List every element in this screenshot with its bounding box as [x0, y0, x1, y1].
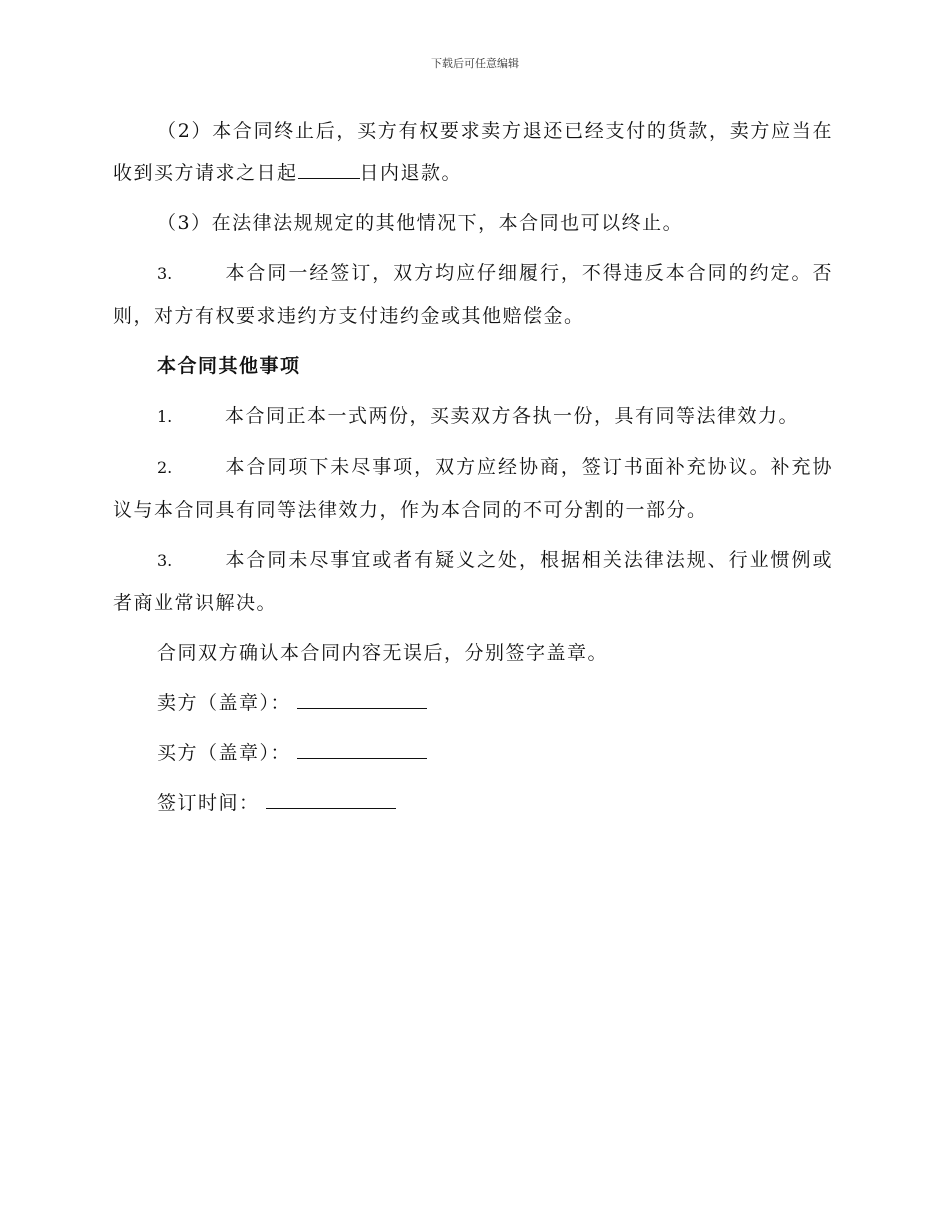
seller-label: 卖方（盖章）：: [157, 692, 292, 714]
buyer-signature-blank[interactable]: [297, 738, 427, 759]
other-item-3: [113, 539, 833, 624]
item-number: 3.: [157, 551, 173, 570]
other-item-2: [113, 446, 833, 531]
clause-2-text-end: 日内退款。: [359, 162, 463, 184]
seller-signature-row: [113, 682, 833, 724]
clause-2-paragraph: [113, 110, 833, 194]
document-body: [113, 110, 833, 832]
date-label: 签订时间：: [157, 792, 260, 814]
signing-date-row: [113, 782, 833, 824]
item-3-paragraph: [113, 252, 833, 337]
item-text: 本合同项下未尽事项，双方应经协商，签订书面补充协议。补充协议与本合同具有同等法律效力，作为本合同的不可分割的一部分。: [113, 456, 833, 521]
page-header-note: 下载后可任意编辑: [431, 57, 519, 70]
confirmation-statement: 合同双方确认本合同内容无误后，分别签字盖章。: [157, 642, 609, 664]
item-text: 本合同正本一式两份，买卖双方各执一份，具有同等法律效力。: [225, 405, 800, 427]
item-number: 2.: [157, 458, 173, 477]
clause-2-text: （2）本合同终止后，买方有权要求卖方退还已经支付的货款，卖方应当在收到买方请求之日起: [113, 120, 833, 184]
item-number: 1.: [157, 407, 173, 426]
section-heading: 本合同其他事项: [157, 355, 301, 377]
refund-days-blank[interactable]: [298, 160, 360, 179]
item-number: 3.: [157, 264, 173, 283]
buyer-signature-row: [113, 732, 833, 774]
seller-signature-blank[interactable]: [297, 688, 427, 709]
item-text: 本合同未尽事宜或者有疑义之处，根据相关法律法规、行业惯例或者商业常识解决。: [113, 549, 833, 614]
item-text: 本合同一经签订，双方均应仔细履行，不得违反本合同的约定。否则，对方有权要求违约方支付违约金或其他赔偿金。: [113, 262, 833, 327]
buyer-label: 买方（盖章）：: [157, 742, 292, 764]
clause-3-paragraph: （3）在法律法规规定的其他情况下，本合同也可以终止。: [157, 212, 684, 234]
other-item-1: [113, 395, 833, 438]
signing-date-blank[interactable]: [266, 788, 396, 809]
